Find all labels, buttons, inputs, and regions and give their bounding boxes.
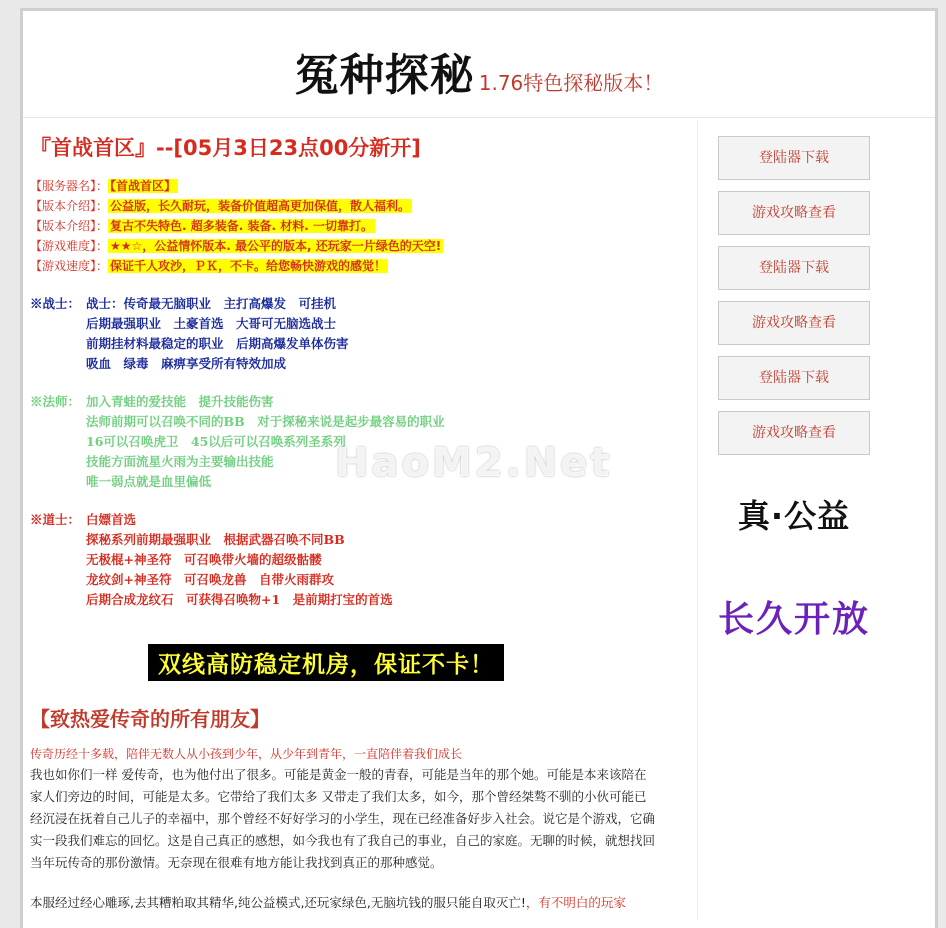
title-wrap bbox=[23, 39, 935, 103]
mage-line: 加入青蛙的爱技能 提升技能伤害 bbox=[86, 394, 274, 409]
info-label: 【版本介绍】： bbox=[30, 199, 109, 213]
launcher-download-button[interactable]: 登陆器下载 bbox=[718, 356, 870, 400]
site-title: 冤种探秘 bbox=[294, 50, 475, 101]
warrior-section bbox=[30, 294, 670, 374]
warrior-line: 后期最强职业 土豪首选 大哥可无脑选战士 bbox=[86, 316, 337, 331]
game-guide-button[interactable]: 游戏攻略查看 bbox=[718, 301, 870, 345]
info-value: ★★☆，公益情怀版本. 最公平的版本, 还玩家一片绿色的天空! bbox=[110, 239, 442, 253]
warrior-head: ※战士： bbox=[30, 296, 81, 311]
info-row bbox=[30, 256, 670, 276]
info-row bbox=[30, 216, 670, 236]
info-value: 保证千人攻沙，ＰＫ，不卡。给您畅快游戏的感觉！ bbox=[110, 259, 387, 273]
friends-paragraph-2 bbox=[30, 892, 670, 914]
warrior-line: 战士：传奇最无脑职业 主打高爆发 可挂机 bbox=[86, 296, 337, 311]
info-label: 【版本介绍】： bbox=[30, 219, 109, 233]
info-row bbox=[30, 196, 670, 216]
launcher-download-button[interactable]: 登陆器下载 bbox=[718, 136, 870, 180]
info-row bbox=[30, 236, 670, 256]
site-subtitle: 1.76特色探秘版本！ bbox=[478, 71, 664, 95]
taoist-head: ※道士： bbox=[30, 512, 81, 527]
warrior-line: 前期挂材料最稳定的职业 后期高爆发单体伤害 bbox=[86, 336, 349, 351]
taoist-section bbox=[30, 510, 670, 610]
slogan-long-term: 长久开放 bbox=[718, 599, 871, 640]
mage-line: 法师前期可以召唤不同的BB 对于探秘来说是起步最容易的职业 bbox=[86, 414, 445, 429]
main-content bbox=[30, 130, 670, 914]
info-value: 【首战首区】 bbox=[110, 179, 177, 193]
game-guide-button[interactable]: 游戏攻略查看 bbox=[718, 191, 870, 235]
mage-line: 16可以召唤虎卫 45以后可以召唤系列圣系列 bbox=[86, 434, 346, 449]
launcher-download-button[interactable]: 登陆器下载 bbox=[718, 246, 870, 290]
taoist-line: 白嫖首选 bbox=[86, 512, 137, 527]
server-info bbox=[30, 176, 670, 276]
info-label: 【服务器名】： bbox=[30, 179, 109, 193]
info-row bbox=[30, 176, 670, 196]
stability-banner: 双线高防稳定机房，保证不卡！ bbox=[148, 644, 504, 681]
game-guide-button[interactable]: 游戏攻略查看 bbox=[718, 411, 870, 455]
info-label: 【游戏速度】： bbox=[30, 259, 109, 273]
taoist-line: 后期合成龙纹石 可获得召唤物+1 是前期打宝的首选 bbox=[86, 592, 393, 607]
info-label: 【游戏难度】： bbox=[30, 239, 109, 253]
mage-line: 唯一弱点就是血里偏低 bbox=[86, 474, 212, 489]
paragraph-2-red: ，有不明白的玩家 bbox=[525, 895, 626, 910]
friends-intro: 传奇历经十多载，陪伴无数人从小孩到少年，从少年到青年，一直陪伴着我们成长 bbox=[30, 747, 463, 761]
info-value: 复古不失特色. 超多装备. 装备. 材料. 一切靠打。 bbox=[110, 219, 373, 233]
mage-head: ※法师： bbox=[30, 394, 81, 409]
site-header bbox=[23, 11, 935, 118]
mage-line: 技能方面流星火雨为主要输出技能 bbox=[86, 454, 274, 469]
paragraph-2-text: 本服经过经心雕琢,去其糟粕取其精华,纯公益模式,还玩家绿色,无脑坑钱的服只能自取灭亡! bbox=[30, 895, 526, 910]
slogan-true-charity: 真·公益 bbox=[737, 497, 851, 535]
friends-title: 【致热爱传奇的所有朋友】 bbox=[30, 707, 270, 731]
column-divider bbox=[697, 120, 698, 920]
warrior-line: 吸血 绿毒 麻痹享受所有特效加成 bbox=[86, 356, 287, 371]
taoist-line: 龙纹剑+神圣符 可召唤龙兽 自带火雨群攻 bbox=[86, 572, 334, 587]
watermark: HaoM2.Net bbox=[335, 440, 613, 486]
taoist-line: 无极棍+神圣符 可召唤带火墙的超级骷髅 bbox=[86, 552, 322, 567]
friends-paragraph: 我也如你们一样 爱传奇，也为他付出了很多。可能是黄金一般的青春，可能是当年的那个她。可能是本来该陪在家人们旁边的时间，可能是太多。它带给了我们太多 又带走了我们太多，如今，那个曾经桀骜不驯的小伙可能已经沉浸在抚着自己儿子的幸福中，那个曾经不好好学习的小学生，现在已经准备好步入社会。说它是个游戏，它确实一段我们难忘的回忆。这是自己真正的感想，如今我也有了我自己的事业，自己的家庭。无聊的时候，就想找回当年玩传奇的那份激情。无奈现在很难有地方能让我找到真正的那种感觉。 bbox=[30, 767, 656, 870]
sidebar bbox=[718, 136, 870, 642]
server-title: 『首战首区』--[05月3日23点00分新开] bbox=[30, 136, 421, 160]
info-value: 公益版，长久耐玩，装备价值超高更加保值，散人福利。 bbox=[110, 199, 411, 213]
taoist-line: 探秘系列前期最强职业 根据武器召唤不同BB bbox=[86, 532, 345, 547]
